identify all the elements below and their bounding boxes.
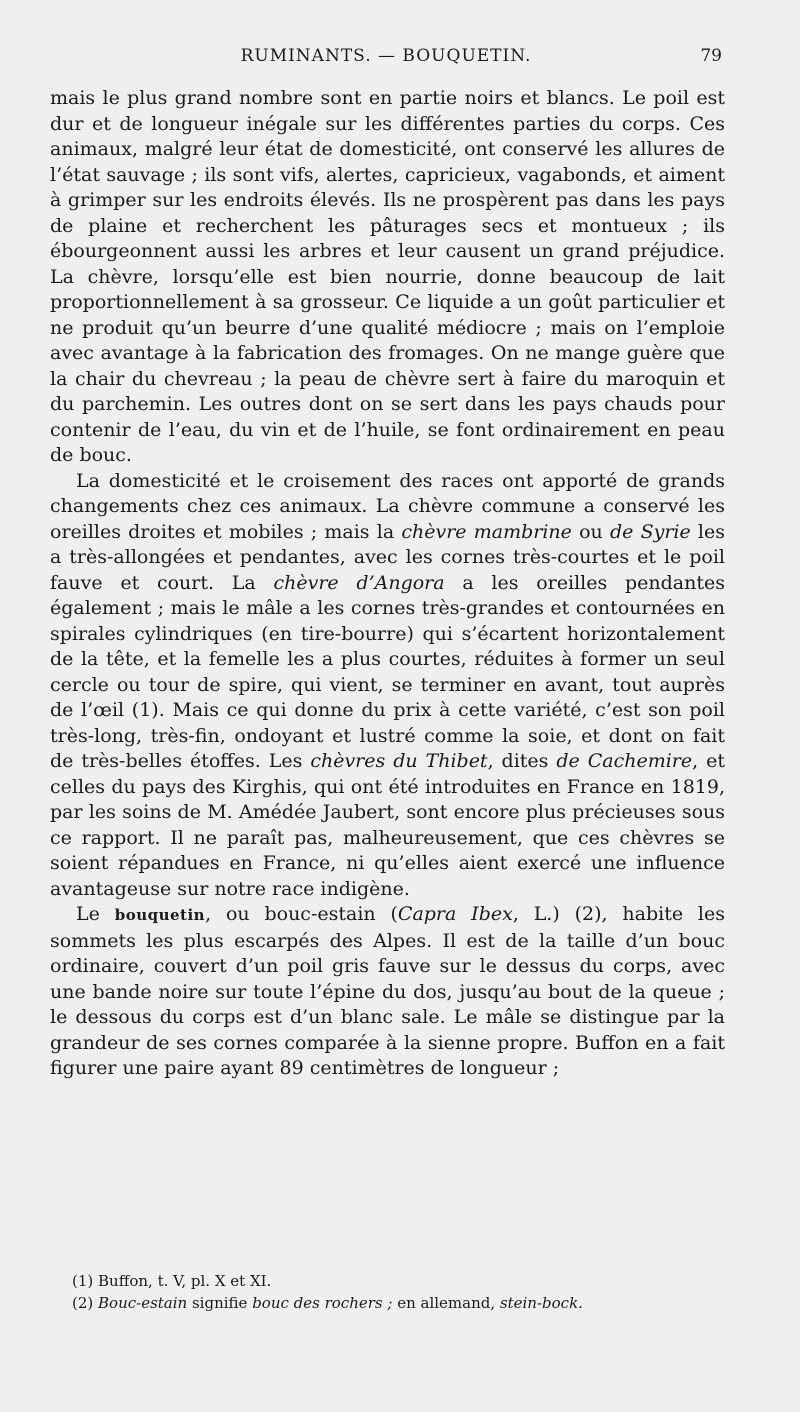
text-run: , L.) (2), habite les sommets les plus escarpés des Alpes. Il est de la taille d’un bouc ordinaire, couvert d’un poil gris fauve sur le dessus du corps, avec une bande noire sur toute l’épine du dos, jusqu’au bout de la queue ; le dessous du corps est d’un blanc sale. Le mâle se distingue par la grandeur de ses cornes comparée à la sienne propre. Buffon en a fait figurer une paire ayant 89 centimètres de longueur ; [50,903,725,1079]
italic-run: chèvre mambrine [401,520,572,543]
italic-run: stein-bock. [499,1294,583,1312]
paragraph-3 [50,902,725,1082]
text-run: les a très-allongées et pendantes, avec les cornes très-courtes et le poil fauve et court. La [50,520,725,594]
text-run: , ou bouc-estain ( [205,903,398,925]
page-number: 79 [700,46,722,66]
italic-run: chèvre d’Angora [273,571,445,594]
bold-term: bouquetin [114,906,206,924]
footnotes [72,1270,712,1314]
text-run: signifie [187,1294,253,1312]
body-text [50,86,725,1082]
text-run: , dites [487,750,557,772]
running-title: RUMINANTS. — BOUQUETIN. [240,46,532,66]
paragraph-2 [50,469,725,903]
paragraph-1: mais le plus grand nombre sont en partie noirs et blancs. Le poil est dur et de longueur inégale sur les différentes parties du corps. Ces animaux, malgré leur état de domesticité, ont conservé les allures de l’état sauvage ; ils sont vifs, alertes, capricieux, vagabonds, et aiment à grimper sur les endroits élevés. Ils ne prospèrent pas dans les pays de plaine et recherchent les pâturages secs et montueux ; ils ébourgeonnent aussi les arbres et leur causent un grand préjudice. La chèvre, lorsqu’elle est bien nourrie, donne beaucoup de lait proportionnellement à sa grosseur. Ce liquide a un goût particulier et ne produit qu’un beurre d’une qualité médiocre ; mais on l’emploie avec avantage à la fabrication des fromages. On ne mange guère que la chair du chevreau ; la peau de chèvre sert à faire du maroquin et du parchemin. Les outres dont on se sert dans les pays chauds pour contenir de l’eau, du vin et de l’huile, se font ordinairement en peau de bouc. [50,87,725,466]
text-run: en allemand, [392,1294,500,1312]
italic-run: Bouc-estain [98,1294,188,1312]
text-run: (2) [72,1294,99,1312]
text-run: ou [571,520,610,543]
text-run: , et celles du pays des Kirghis, qui ont été introduites en France en 1819, par les soins de M. Amédée Jaubert, sont encore plus précieuses sous ce rapport. Il ne paraît pas, malheureusement, que ces chèvres se soient répandues en France, ni qu’elles aient exercé une influence avantageuse sur notre race indigène. [50,750,725,900]
italic-run: de Syrie [609,520,691,543]
text-run: a les oreilles pendantes également ; mais le mâle a les cornes très-grandes et contournées en spirales cylindriques (en tire-bourre) qui s’écartent horizontalement de la tête, et la femelle les a plus courtes, réduites à former un seul cercle ou tour de spire, qui vient, se terminer en avant, tout auprès de l’œil (1). Mais ce qui donne du prix à cette variété, c’est son poil très-long, très-fin, ondoyant et lustré comme la soie, et dont on fait de très-belles étoffes. Les [50,571,725,772]
italic-run: chèvres du Thibet [310,750,488,772]
page-header [50,46,722,74]
italic-run: de Cachemire [556,750,693,772]
italic-run: Capra Ibex [397,903,513,925]
text-run: La domesticité et le croisement des races ont apporté de grands changements chez ces animaux. La chèvre commune a conservé les oreilles droites et mobiles ; mais la [50,469,725,543]
text-run: Le [76,903,115,925]
footnote-2 [72,1292,712,1314]
footnote-1: (1) Buffon, t. V, pl. X et XI. [72,1272,272,1290]
italic-run: bouc des rochers ; [252,1294,393,1312]
